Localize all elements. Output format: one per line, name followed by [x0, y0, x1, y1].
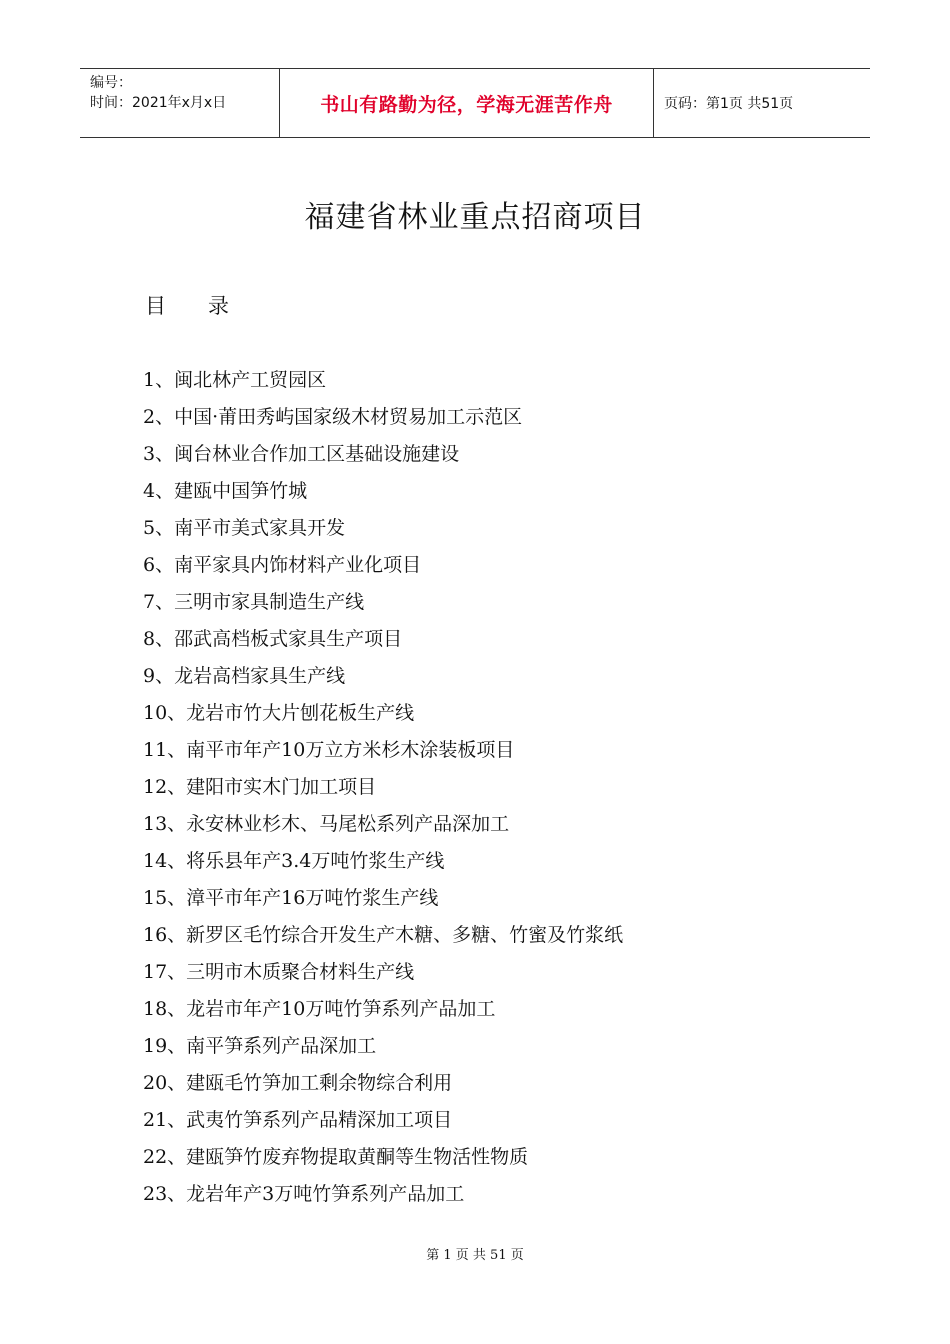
header-page-info: 页码：第1页 共51页 — [664, 96, 794, 112]
toc-item[interactable]: 2、中国·莆田秀屿国家级木材贸易加工示范区 — [143, 406, 523, 428]
header-time-label: 时间：2021年x月x日 — [90, 95, 227, 111]
header-number-label: 编号： — [90, 75, 132, 91]
toc-item[interactable]: 15、漳平市年产16万吨竹浆生产线 — [143, 887, 439, 909]
toc-item[interactable]: 11、南平市年产10万立方米杉木涂装板项目 — [143, 739, 515, 761]
page-footer: 第 1 页 共 51 页 — [426, 1248, 524, 1263]
toc-item[interactable]: 14、将乐县年产3.4万吨竹浆生产线 — [143, 850, 445, 872]
toc-item[interactable]: 23、龙岩年产3万吨竹笋系列产品加工 — [143, 1183, 465, 1205]
toc-item[interactable]: 16、新罗区毛竹综合开发生产木糖、多糖、竹蜜及竹浆纸 — [143, 924, 624, 946]
toc-item[interactable]: 20、建瓯毛竹笋加工剩余物综合利用 — [143, 1072, 453, 1094]
toc-item[interactable]: 5、南平市美式家具开发 — [143, 517, 346, 539]
toc-item[interactable]: 9、龙岩高档家具生产线 — [143, 665, 346, 687]
toc-list — [143, 362, 623, 1213]
toc-item[interactable]: 7、三明市家具制造生产线 — [143, 591, 365, 613]
toc-item[interactable]: 10、龙岩市竹大片刨花板生产线 — [143, 702, 415, 724]
toc-item[interactable]: 13、永安林业杉木、马尾松系列产品深加工 — [143, 813, 510, 835]
toc-item[interactable]: 19、南平笋系列产品深加工 — [143, 1035, 377, 1057]
toc-item[interactable]: 6、南平家具内饰材料产业化项目 — [143, 554, 422, 576]
page-header — [80, 68, 870, 138]
header-meta — [80, 69, 280, 137]
toc-item[interactable]: 17、三明市木质聚合材料生产线 — [143, 961, 415, 983]
toc-item[interactable]: 3、闽台林业合作加工区基础设施建设 — [143, 443, 460, 465]
document-title: 福建省林业重点招商项目 — [304, 200, 646, 235]
toc-item[interactable]: 12、建阳市实木门加工项目 — [143, 776, 377, 798]
header-motto: 书山有路勤为径，学海无涯苦作舟 — [280, 69, 654, 137]
toc-item[interactable]: 8、邵武高档板式家具生产项目 — [143, 628, 403, 650]
toc-item[interactable]: 4、建瓯中国笋竹城 — [143, 480, 308, 502]
toc-item[interactable]: 18、龙岩市年产10万吨竹笋系列产品加工 — [143, 998, 496, 1020]
toc-item[interactable]: 22、建瓯笋竹废弃物提取黄酮等生物活性物质 — [143, 1146, 529, 1168]
toc-heading-part2: 录 — [208, 294, 229, 318]
toc-heading-part1: 目 — [145, 294, 166, 318]
toc-heading — [145, 290, 229, 320]
toc-item[interactable]: 21、武夷竹笋系列产品精深加工项目 — [143, 1109, 453, 1131]
toc-item[interactable]: 1、闽北林产工贸园区 — [143, 369, 327, 391]
